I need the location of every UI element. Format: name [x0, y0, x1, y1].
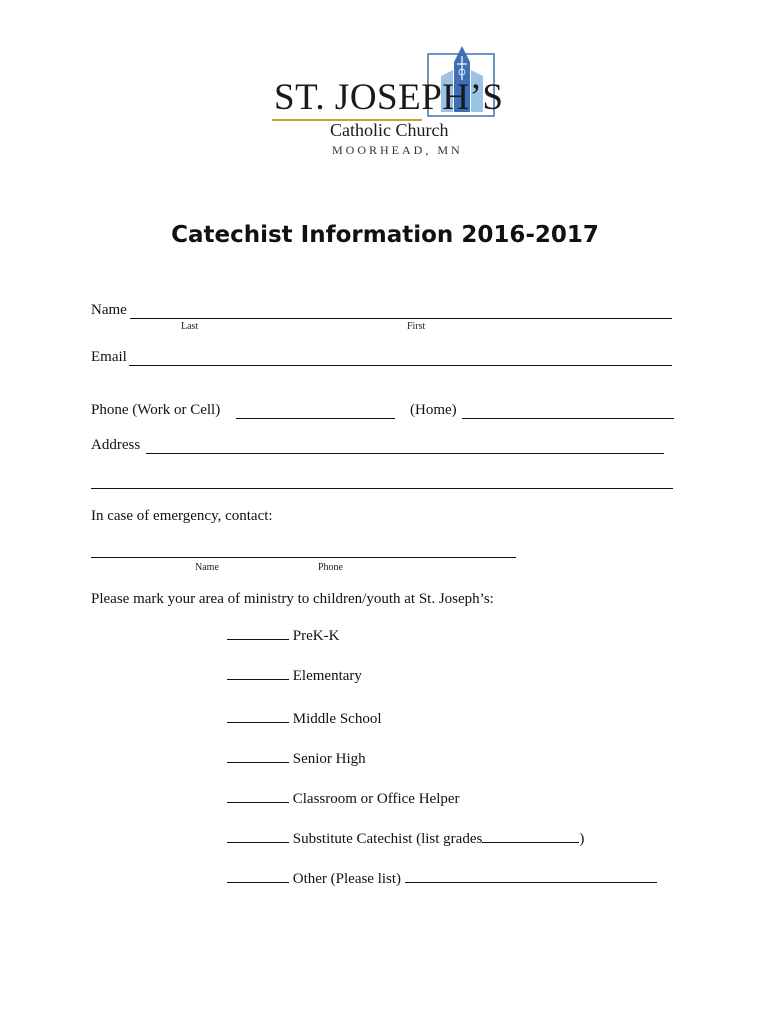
ministry-option-label: Senior High	[292, 751, 366, 767]
ministry-option-substitute	[227, 831, 584, 848]
ministry-option-senior-high	[227, 751, 366, 768]
ministry-checkline[interactable]	[227, 721, 289, 723]
emergency-label: In case of emergency, contact:	[91, 508, 273, 524]
emergency-phone-sublabel: Phone	[318, 562, 343, 573]
substitute-close-paren: )	[579, 831, 585, 847]
ministry-option-helper	[227, 791, 460, 808]
emergency-name-sublabel: Name	[195, 562, 219, 573]
logo-city: MOORHEAD, MN	[332, 143, 463, 157]
ministry-checkline[interactable]	[227, 638, 289, 640]
name-row	[91, 302, 127, 319]
ministry-checkline[interactable]	[227, 801, 289, 803]
phone-label: Phone (Work or Cell)	[91, 402, 221, 418]
substitute-grades-blank[interactable]	[482, 841, 579, 843]
ministry-checkline[interactable]	[227, 881, 289, 883]
emergency-blank[interactable]	[91, 557, 516, 558]
logo-church-name: Catholic Church	[330, 120, 449, 140]
ministry-option-label: PreK-K	[292, 628, 340, 644]
address-blank[interactable]	[146, 453, 664, 454]
first-sublabel: First	[407, 321, 426, 332]
address-label: Address	[91, 437, 141, 453]
address-blank-2[interactable]	[91, 488, 673, 489]
ministry-checkline[interactable]	[227, 678, 289, 680]
phone-blank[interactable]	[236, 418, 395, 419]
ministry-option-label: Substitute Catechist (list grades	[292, 831, 483, 847]
ministry-option-label: Middle School	[292, 711, 382, 727]
page-title: Catechist Information 2016-2017	[171, 222, 599, 248]
ministry-option-label: Elementary	[292, 668, 362, 684]
email-blank[interactable]	[129, 365, 672, 366]
ministry-option-other	[227, 871, 657, 888]
ministry-option-label: Other (Please list)	[292, 871, 402, 887]
ministry-option-elementary	[227, 668, 362, 685]
church-logo	[270, 40, 510, 160]
last-sublabel: Last	[181, 321, 199, 332]
ministry-checkline[interactable]	[227, 761, 289, 763]
home-label: (Home)	[410, 402, 457, 418]
ministry-option-prek	[227, 628, 339, 645]
ministry-option-label: Classroom or Office Helper	[292, 791, 460, 807]
name-blank[interactable]	[130, 318, 672, 319]
ministry-prompt: Please mark your area of ministry to children/youth at St. Joseph’s:	[91, 591, 494, 607]
email-label: Email	[91, 349, 127, 365]
other-list-blank[interactable]	[405, 881, 657, 883]
name-label: Name	[91, 302, 127, 318]
ministry-checkline[interactable]	[227, 841, 289, 843]
home-blank[interactable]	[462, 418, 674, 419]
ministry-option-middle-school	[227, 711, 382, 728]
logo-name: ST. JOSEPH’S	[274, 77, 504, 118]
